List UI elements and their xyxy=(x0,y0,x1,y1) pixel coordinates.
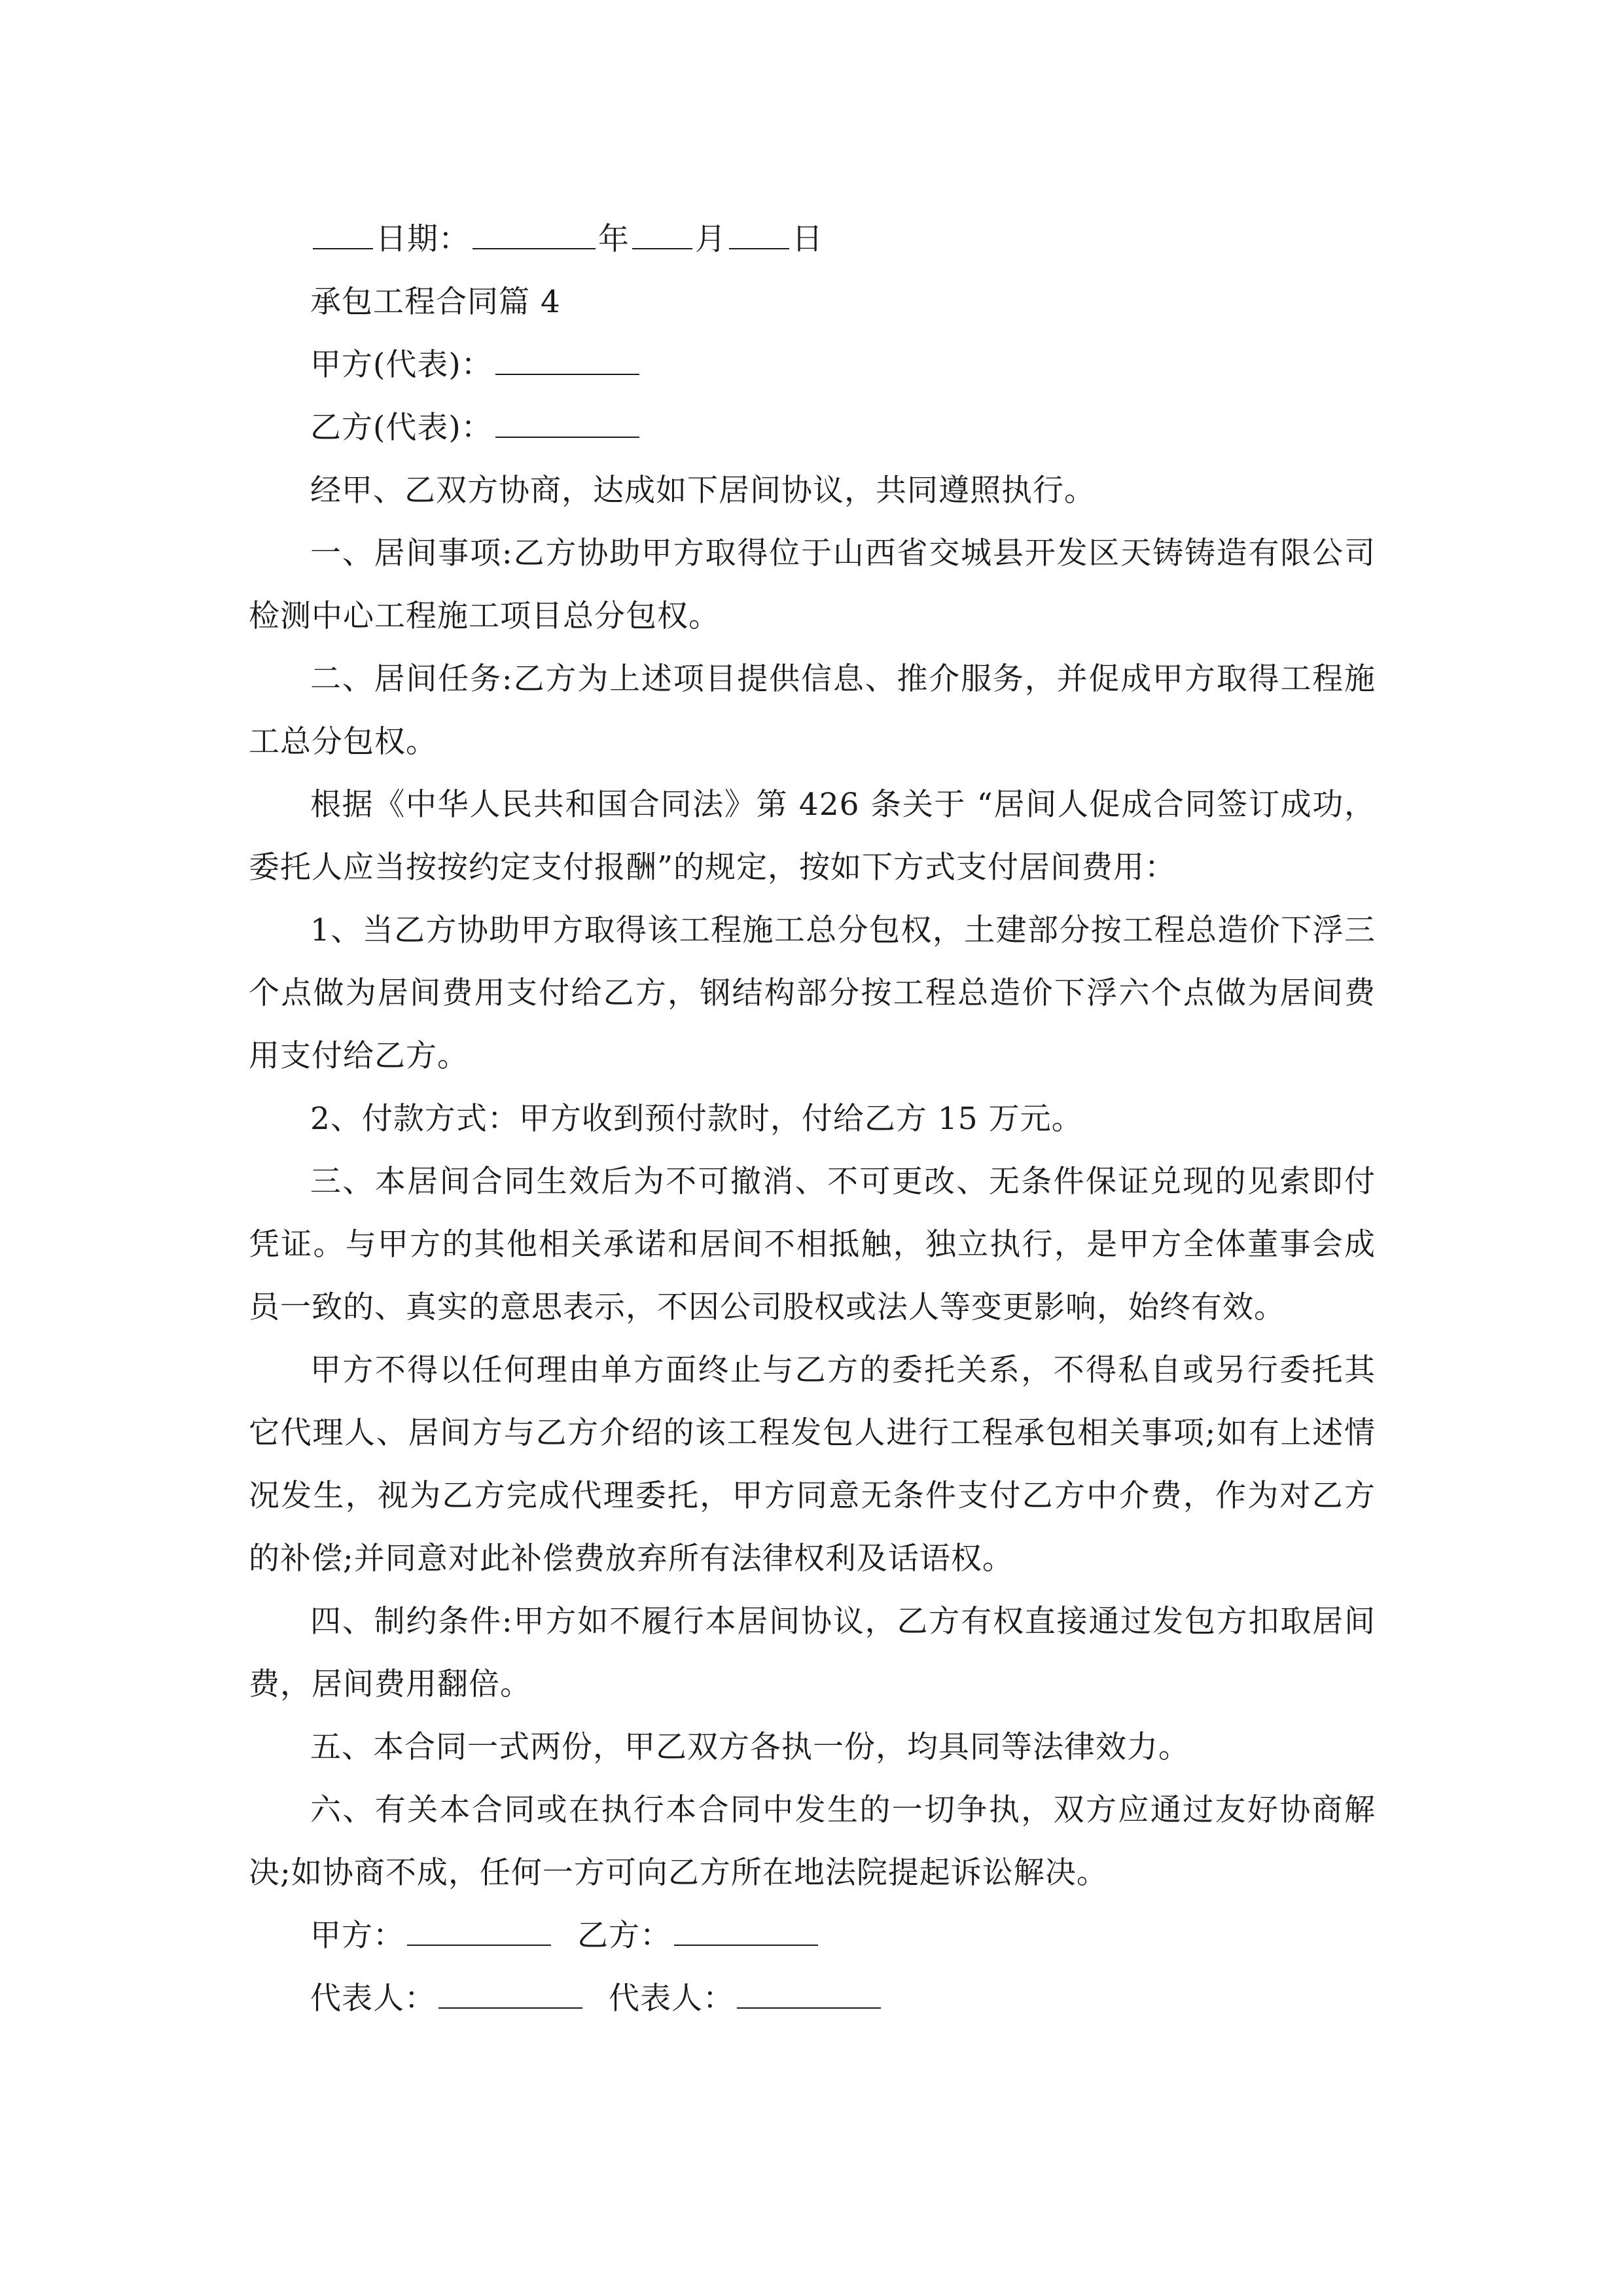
party-a-sign-label: 甲方： xyxy=(310,1918,404,1954)
clause-paragraph: 根据《中华人民共和国合同法》第 426 条关于 “居间人促成合同签订成功，委托人应当按按约定支付报酬”的规定，按如下方式支付居间费用： xyxy=(249,787,1376,886)
signature-reps-line xyxy=(249,1967,1376,2030)
party-a-rep-line xyxy=(249,334,1376,397)
rep-a-label: 代表人： xyxy=(310,1981,436,2017)
party-b-rep-label: 乙方(代表)： xyxy=(310,410,493,446)
party-a-rep-blank xyxy=(495,341,639,375)
day-label: 日 xyxy=(792,221,823,257)
clause-paragraph: 甲方不得以任何理由单方面终止与乙方的委托关系，不得私自或另行委托其它代理人、居间方与乙方介绍的该工程发包人进行工程承包相关事项;如有上述情况发生，视为乙方完成代理委托，甲方同意无条件支付乙方中介费，作为对乙方的补偿;并同意对此补偿费放弃所有法律权利及话语权。 xyxy=(249,1352,1376,1577)
signature-parties-line xyxy=(249,1905,1376,1967)
clause-paragraph: 六、有关本合同或在执行本合同中发生的一切争执，双方应通过友好协商解决;如协商不成，任何一方可向乙方所在地法院提起诉讼解决。 xyxy=(249,1792,1376,1891)
clause-paragraph: 一、居间事项:乙方协助甲方取得位于山西省交城县开发区天铸铸造有限公司检测中心工程施工项目总分包权。 xyxy=(249,535,1376,634)
section-heading: 承包工程合同篇 4 xyxy=(310,284,561,320)
clause-paragraph: 1、当乙方协助甲方取得该工程施工总分包权，土建部分按工程总造价下浮三个点做为居间费用支付给乙方，钢结构部分按工程总造价下浮六个点做为居间费用支付给乙方。 xyxy=(249,912,1376,1074)
year-label: 年 xyxy=(598,221,630,257)
clause-paragraph: 2、付款方式：甲方收到预付款时，付给乙方 15 万元。 xyxy=(310,1101,1083,1137)
blank-field xyxy=(313,215,373,249)
year-blank xyxy=(473,215,596,249)
rep-a-blank xyxy=(438,1975,582,2009)
clause-paragraph: 四、制约条件:甲方如不履行本居间协议，乙方有权直接通过发包方扣取居间费，居间费用翻倍。 xyxy=(249,1604,1376,1702)
party-a-sign-blank xyxy=(407,1912,551,1946)
date-label: 日期： xyxy=(376,221,470,257)
party-a-rep-label: 甲方(代表)： xyxy=(310,347,493,383)
party-b-rep-blank xyxy=(495,404,639,438)
party-b-sign-blank xyxy=(674,1912,818,1946)
month-blank xyxy=(632,215,692,249)
month-label: 月 xyxy=(695,221,726,257)
party-b-sign-label: 乙方： xyxy=(577,1918,671,1954)
rep-b-blank xyxy=(737,1975,881,2009)
party-b-rep-line xyxy=(249,397,1376,459)
clause-paragraph: 三、本居间合同生效后为不可撤消、不可更改、无条件保证兑现的见索即付凭证。与甲方的其他相关承诺和居间不相抵触，独立执行，是甲方全体董事会成员一致的、真实的意思表示，不因公司股权或法人等变更影响，始终有效。 xyxy=(249,1164,1376,1325)
contract-body xyxy=(249,208,1376,2030)
intro-paragraph: 经甲、乙双方协商，达成如下居间协议，共同遵照执行。 xyxy=(310,473,1096,509)
clause-paragraph: 二、居间任务:乙方为上述项目提供信息、推介服务，并促成甲方取得工程施工总分包权。 xyxy=(249,661,1376,760)
day-blank xyxy=(729,215,789,249)
date-line xyxy=(249,208,1376,271)
clause-paragraph: 五、本合同一式两份，甲乙双方各执一份，均具同等法律效力。 xyxy=(310,1729,1190,1765)
rep-b-label: 代表人： xyxy=(609,1981,734,2017)
